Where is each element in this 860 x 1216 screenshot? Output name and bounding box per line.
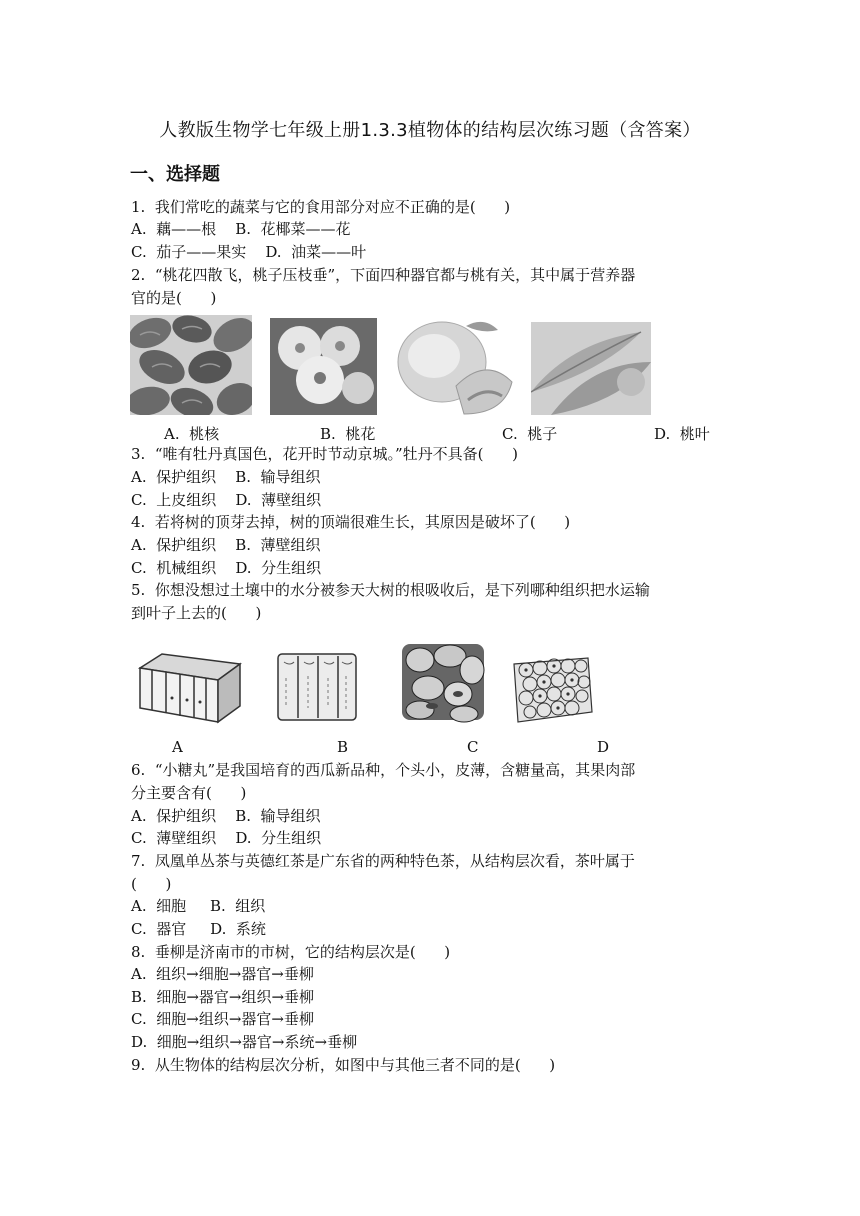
question-1-options-cd: C. 茄子——果实 D. 油菜——叶 <box>131 243 367 261</box>
image-caption-b: B. 桃花 <box>320 425 376 443</box>
question-7-options-cd: C. 器官 D. 系统 <box>131 920 266 938</box>
question-4-stem: 4. 若将树的顶芽去掉，树的顶端很难生长，其原因是破坏了( ) <box>131 513 571 531</box>
question-6-options-cd: C. 薄壁组织 D. 分生组织 <box>131 829 322 847</box>
question-7-options-ab: A. 细胞 B. 组织 <box>131 897 266 915</box>
question-3-stem: 3. “唯有牡丹真国色，花开时节动京城。”牡丹不具备( ) <box>131 445 518 463</box>
question-8-option-a: A. 组织→细胞→器官→垂柳 <box>131 965 314 983</box>
question-6-stem-line2: 分主要含有( ) <box>131 784 247 802</box>
image-caption-a: A. 桃核 <box>164 425 220 443</box>
question-2-stem-line1: 2. “桃花四散飞，桃子压枝垂”，下面四种器官都与桃有关，其中属于营养器 <box>131 266 636 284</box>
tissue-diagram-d <box>508 652 594 726</box>
peach-flower-image <box>270 318 377 415</box>
diagram-caption-a: A <box>172 738 183 756</box>
question-5-stem-line2: 到叶子上去的( ) <box>131 604 262 622</box>
peach-leaf-image <box>531 322 651 415</box>
question-8-stem: 8. 垂柳是济南市的市树，它的结构层次是( ) <box>131 943 451 961</box>
diagram-caption-d: D <box>597 738 610 756</box>
question-6-stem-line1: 6. “小糖丸”是我国培育的西瓜新品种，个头小，皮薄，含糖量高，其果肉部 <box>131 761 636 779</box>
question-7-stem-line2: ( ) <box>131 875 172 893</box>
diagram-caption-b: B <box>337 738 349 756</box>
question-1-options-ab: A. 藕——根 B. 花椰菜——花 <box>131 220 351 238</box>
question-8-option-c: C. 细胞→组织→器官→垂柳 <box>131 1010 314 1028</box>
question-7-stem-line1: 7. 凤凰单丛茶与英德红茶是广东省的两种特色茶，从结构层次看，茶叶属于 <box>131 852 635 870</box>
image-caption-d: D. 桃叶 <box>654 425 710 443</box>
tissue-diagram-b <box>274 648 360 726</box>
diagram-caption-c: C <box>467 738 479 756</box>
question-8-option-d: D. 细胞→组织→器官→系统→垂柳 <box>131 1033 358 1051</box>
question-5-stem-line1: 5. 你想没想过土壤中的水分被参天大树的根吸收后，是下列哪种组织把水运输 <box>131 581 650 599</box>
question-4-options-cd: C. 机械组织 D. 分生组织 <box>131 559 322 577</box>
page-title: 人教版生物学七年级上册1.3.3植物体的结构层次练习题（含答案） <box>159 120 701 141</box>
question-3-options-cd: C. 上皮组织 D. 薄壁组织 <box>131 491 322 509</box>
question-4-options-ab: A. 保护组织 B. 薄壁组织 <box>131 536 321 554</box>
peach-pit-image <box>130 315 252 415</box>
question-9-stem: 9. 从生物体的结构层次分析，如图中与其他三者不同的是( ) <box>131 1056 556 1074</box>
question-3-options-ab: A. 保护组织 B. 输导组织 <box>131 468 321 486</box>
image-caption-c: C. 桃子 <box>502 425 558 443</box>
tissue-diagram-a <box>132 650 244 725</box>
question-6-options-ab: A. 保护组织 B. 输导组织 <box>131 807 321 825</box>
question-8-option-b: B. 细胞→器官→组织→垂柳 <box>131 988 315 1006</box>
question-2-stem-line2: 官的是( ) <box>131 289 217 307</box>
peach-fruit-image <box>394 316 518 420</box>
section-heading: 一、选择题 <box>130 164 220 185</box>
tissue-diagram-c <box>398 640 488 724</box>
question-1-stem: 1. 我们常吃的蔬菜与它的食用部分对应不正确的是( ) <box>131 198 511 216</box>
